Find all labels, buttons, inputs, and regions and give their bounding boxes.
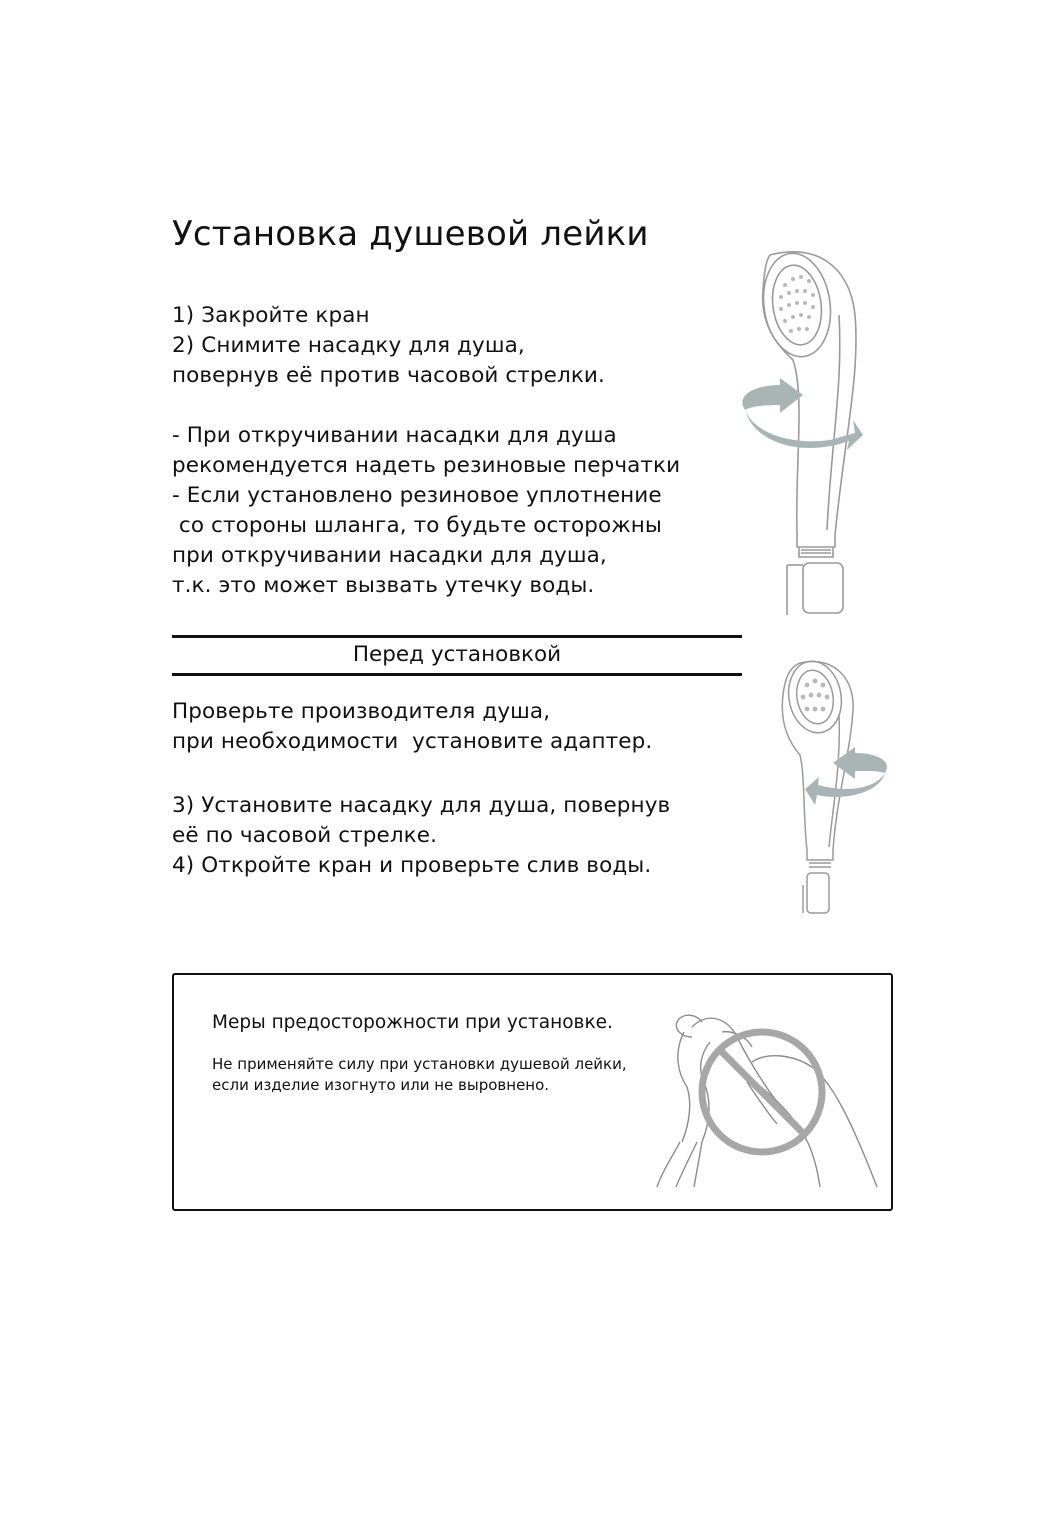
- caution-line: Не применяйте силу при установки душевой лейки,: [212, 1055, 627, 1073]
- note-line: при откручивании насадки для душа,: [172, 543, 607, 568]
- step-line: 4) Откройте кран и проверьте слив воды.: [172, 853, 652, 878]
- note-line: - При откручивании насадки для душа: [172, 423, 617, 448]
- step-line: 3) Установите насадку для душа, повернув: [172, 793, 671, 818]
- note-line: рекомендуется надеть резиновые перчатки: [172, 453, 681, 478]
- note-line: - Если установлено резиновое уплотнение: [172, 483, 662, 508]
- section-rule-bottom: [172, 673, 742, 676]
- page-title: Установка душевой лейки: [172, 214, 649, 254]
- prohibited-force-icon: [652, 992, 882, 1187]
- step-line: её по часовой стрелке.: [172, 823, 438, 848]
- step-line: повернув её против часовой стрелки.: [172, 363, 605, 388]
- shower-head-remove-icon: [735, 245, 895, 615]
- caution-title: Меры предосторожности при установке.: [212, 1012, 613, 1033]
- step-line: 2) Снимите насадку для душа,: [172, 333, 525, 358]
- note-line: со стороны шланга, то будьте осторожны: [172, 513, 662, 538]
- before-install-line: при необходимости установите адаптер.: [172, 729, 653, 754]
- step-line: 1) Закройте кран: [172, 303, 370, 328]
- section-rule-top: [172, 635, 742, 638]
- shower-head-install-icon: [775, 655, 895, 915]
- caution-line: если изделие изогнуто или не выровнено.: [212, 1076, 550, 1094]
- before-install-header: Перед установкой: [352, 642, 562, 667]
- note-line: т.к. это может вызвать утечку воды.: [172, 573, 595, 598]
- before-install-line: Проверьте производителя душа,: [172, 699, 551, 724]
